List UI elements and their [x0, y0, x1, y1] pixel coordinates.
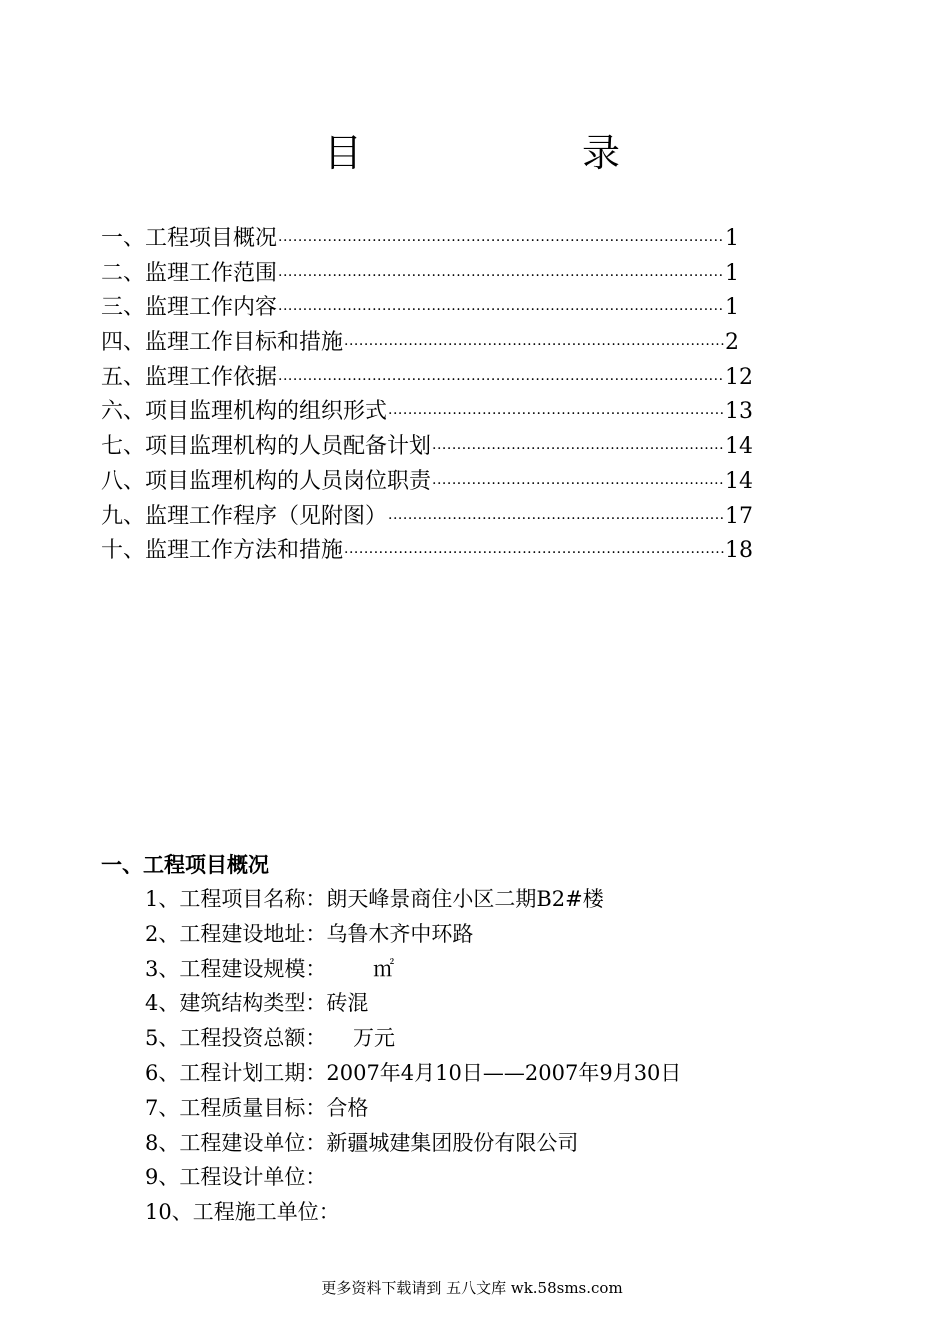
toc-entry-label: 七、项目监理机构的人员配备计划 — [101, 434, 432, 460]
toc-entry[interactable] — [101, 257, 749, 292]
toc-dot-leader — [432, 467, 724, 501]
toc-entry[interactable] — [101, 361, 753, 396]
toc-entry-label: 一、工程项目概况 — [101, 226, 278, 251]
toc-entry-label: 三、监理工作内容 — [101, 295, 278, 321]
project-info-item: 3、工程建设规模： ㎡ — [145, 956, 395, 981]
toc-entry-page: 17 — [725, 503, 753, 529]
toc-entry-label: 五、监理工作依据 — [101, 364, 278, 390]
toc-entry[interactable] — [101, 500, 753, 535]
toc-dot-leader — [388, 397, 724, 431]
page-footer: 更多资料下载请到 五八文库 wk.58sms.com — [321, 1279, 623, 1297]
toc-entry-label: 二、监理工作范围 — [101, 260, 278, 286]
toc-entry-label: 四、监理工作目标和措施 — [101, 330, 344, 356]
toc-dot-leader — [388, 502, 724, 536]
project-info-item: 5、工程投资总额： 万元 — [145, 1026, 396, 1051]
project-info-list — [145, 882, 905, 1230]
toc-entry[interactable] — [101, 326, 749, 361]
project-info-item: 4、建筑结构类型：砖混 — [145, 991, 369, 1016]
toc-entry-page: 14 — [725, 434, 753, 460]
toc-entry-page: 1 — [725, 260, 739, 286]
toc-entry-page: 1 — [725, 226, 739, 251]
toc-entry[interactable] — [101, 534, 753, 569]
project-info-item: 6、工程计划工期：2007年4月10日——2007年9月30日 — [145, 1060, 682, 1085]
project-info-item: 9、工程设计单位： — [145, 1165, 327, 1190]
toc-entry-page: 1 — [725, 295, 739, 321]
project-info-item: 8、工程建设单位：新疆城建集团股份有限公司 — [145, 1130, 579, 1155]
toc-entry[interactable] — [101, 430, 753, 465]
toc-entry-label: 八、项目监理机构的人员岗位职责 — [101, 468, 432, 494]
toc-dot-leader — [278, 363, 724, 397]
toc-dot-leader — [278, 259, 724, 293]
toc-entry[interactable] — [101, 222, 749, 257]
toc-entry-label: 十、监理工作方法和措施 — [101, 538, 344, 564]
toc-entry-page: 2 — [725, 330, 739, 356]
toc-dot-leader — [278, 293, 724, 327]
project-info-item: 1、工程项目名称：朗天峰景商住小区二期B2#楼 — [145, 887, 604, 911]
section-heading: 一、工程项目概况 — [101, 853, 269, 877]
toc-entry-label: 六、项目监理机构的组织形式 — [101, 399, 388, 425]
toc-dot-leader — [344, 536, 724, 570]
toc-dot-leader — [432, 432, 724, 466]
project-info-item: 10、工程施工单位： — [145, 1200, 340, 1225]
page-title: 目 录 — [323, 131, 668, 175]
toc-entry-label: 九、监理工作程序（见附图） — [101, 503, 388, 529]
table-of-contents — [101, 222, 753, 569]
toc-entry-page: 14 — [725, 468, 753, 494]
toc-entry[interactable] — [101, 395, 753, 430]
project-info-item: 7、工程质量目标：合格 — [145, 1095, 369, 1120]
toc-entry[interactable] — [101, 465, 753, 500]
toc-entry[interactable] — [101, 291, 749, 326]
toc-dot-leader — [344, 328, 724, 362]
toc-entry-page: 18 — [725, 538, 753, 564]
toc-entry-page: 13 — [725, 399, 753, 425]
toc-dot-leader — [278, 224, 724, 258]
project-info-item: 2、工程建设地址：乌鲁木齐中环路 — [145, 921, 474, 946]
toc-entry-page: 12 — [725, 364, 753, 390]
